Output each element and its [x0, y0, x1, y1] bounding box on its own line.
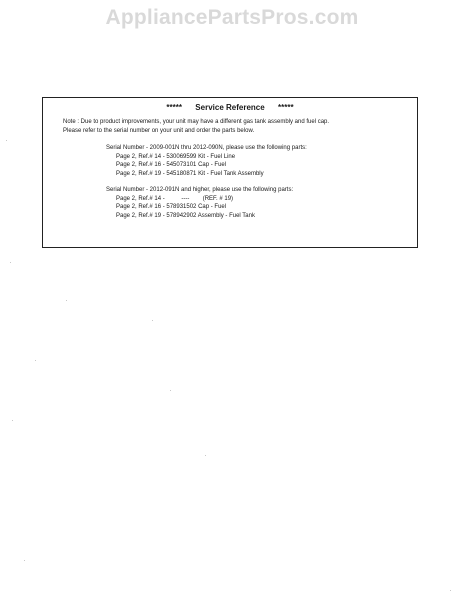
note-line: Please refer to the serial number on your unit and order the parts below.	[63, 127, 255, 134]
serial-range-section-2	[106, 186, 406, 220]
serial-range-section-1	[106, 144, 406, 178]
service-reference-title: ***** Service Reference *****	[166, 103, 294, 112]
service-reference-box	[42, 97, 418, 248]
scan-speck	[66, 300, 67, 301]
part-line: Page 2, Ref.# 16 - 545073101 Cap - Fuel	[116, 162, 227, 168]
serial-range-heading: Serial Number - 2009-001N thru 2012-090N, please use the following parts:	[106, 145, 307, 151]
scan-speck	[24, 560, 25, 561]
part-line: Page 2, Ref.# 14 - ---- (REF. # 19)	[116, 195, 234, 202]
part-line: Page 2, Ref.# 16 - 578931502 Cap - Fuel	[116, 204, 227, 210]
service-note	[63, 118, 403, 135]
note-line: Note : Due to product improvements, your unit may have a different gas tank assembly and fuel cap.	[63, 119, 330, 125]
part-line: Page 2, Ref.# 14 - 530069599 Kit - Fuel Line	[116, 153, 236, 160]
watermark-text: AppliancePartsPros.com	[105, 6, 359, 29]
part-line: Page 2, Ref.# 19 - 578942902 Assembly - Fuel Tank	[116, 212, 255, 219]
scan-speck	[450, 590, 451, 591]
scan-speck	[205, 455, 206, 456]
scan-speck	[10, 262, 11, 263]
scan-speck	[170, 390, 171, 391]
scan-speck	[152, 320, 153, 321]
part-line: Page 2, Ref.# 19 - 545180871 Kit - Fuel Tank Assembly	[116, 170, 264, 177]
scan-speck	[12, 420, 13, 421]
scan-speck	[6, 140, 7, 141]
scan-speck	[35, 360, 36, 361]
serial-range-heading: Serial Number - 2012-091N and higher, please use the following parts:	[106, 187, 294, 193]
